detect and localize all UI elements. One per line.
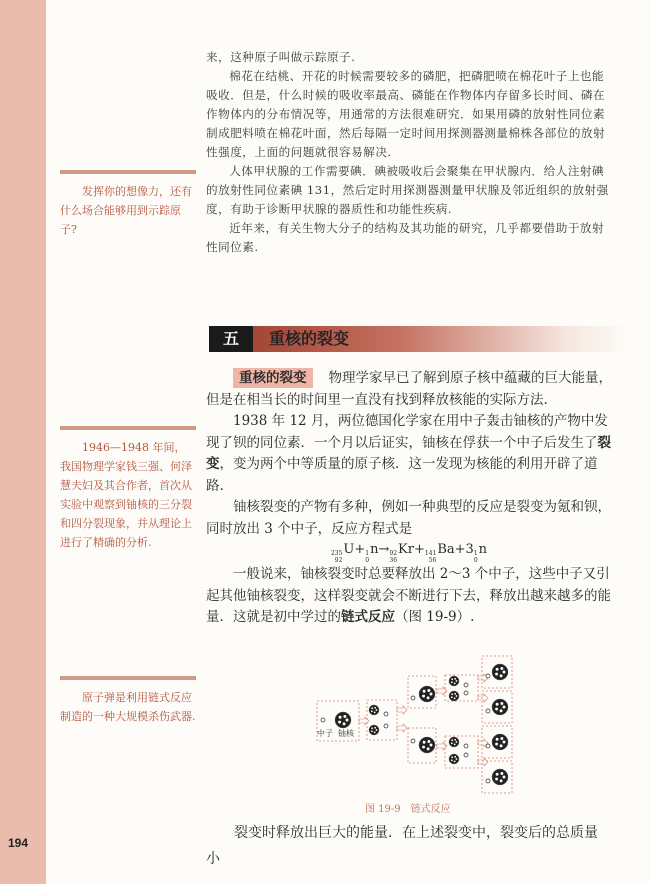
arrow-icon: [397, 706, 407, 714]
paragraph: 铀核裂变的产物有多种，例如一种典型的反应是裂变为氪和钡，同时放出 3 个中子，反应方程式是: [206, 499, 611, 537]
nucleon-dot: [374, 712, 376, 714]
nucleon-dot: [371, 730, 373, 732]
neutron-icon: [321, 718, 325, 722]
note-bar: [60, 676, 196, 680]
nucleon-dot: [454, 739, 456, 741]
nucleon-dot: [422, 746, 425, 749]
note-text: 1946—1948 年间，我国物理学家钱三强、何泽慧夫妇及其合作者，首次从实验中观察到铀核的三分裂和四分裂现象，并从理论上进行了精确的分析.: [60, 441, 192, 549]
arrow-icon: [478, 694, 488, 702]
neutron-icon: [411, 739, 415, 743]
nucleon-dot: [454, 756, 456, 758]
note-bar: [60, 170, 196, 174]
nucleon-dot: [495, 708, 498, 711]
nucleus-icon: [492, 664, 508, 680]
nucleus-icon: [369, 705, 379, 715]
nucleon-dot: [423, 690, 426, 693]
figure-caption: 图 19-9 链式反应: [365, 804, 451, 815]
nucleon-dot: [374, 707, 376, 709]
nucleon-dot: [500, 702, 503, 705]
text: ，变为两个中等质量的原子核．这一发现为核能的利用开辟了道路.: [206, 456, 598, 494]
text: 1938 年 12 月，两位德国化学家在用中子轰击铀核的产物中发现了钡的同位素．一个月以后证实，铀核在俘获一个中子后发生了: [206, 413, 608, 451]
reaction-equation: 235 92 U+ 1 0 n→ 92 36 Kr+ 141 56 Ba+3 1 0 n: [330, 542, 488, 564]
chain-reaction-figure: [300, 648, 530, 823]
nucleon-dot: [495, 673, 498, 676]
neutron-icon: [486, 709, 490, 713]
arrow-icon: [397, 724, 407, 732]
bold-term: 裂变: [206, 434, 611, 472]
text: 一般说来，铀核裂变时总要释放出 2～3 个中子，这些中子又引起其他铀核裂变，这样裂变就会不断进行下去，释放出越来越多的能量．这就是初中学过的: [206, 566, 611, 625]
nucleon-dot: [423, 741, 426, 744]
paragraph: [206, 564, 612, 629]
nucleus-icon: [369, 725, 379, 735]
section-header: [209, 326, 629, 352]
neutron-icon: [411, 696, 415, 700]
nucleon-dot: [451, 756, 453, 758]
nucleon-dot: [500, 667, 503, 670]
nucleon-dot: [343, 715, 346, 718]
body-text: [206, 368, 612, 629]
side-note: [60, 676, 196, 726]
nucleon-dot: [427, 747, 430, 750]
side-note: [60, 170, 196, 239]
nucleon-dot: [456, 695, 458, 697]
nucleus-icon: [449, 676, 459, 686]
nucleon-dot: [454, 744, 456, 746]
nucleon-dot: [427, 689, 430, 692]
nucleon-dot: [456, 758, 458, 760]
nucleon-dot: [454, 761, 456, 763]
keyword-label: 重核的裂变: [233, 368, 313, 388]
nucleon-dot: [427, 696, 430, 699]
neutron-icon: [486, 674, 490, 678]
neutron-icon: [384, 724, 388, 728]
neutron-icon: [464, 683, 468, 687]
note-bar: [60, 426, 196, 430]
nucleon-dot: [454, 698, 456, 700]
nucleon-dot: [500, 779, 503, 782]
nucleon-dot: [346, 719, 349, 722]
text: （图 19-9）.: [395, 609, 475, 625]
nucleon-dot: [371, 727, 373, 729]
nucleon-dot: [500, 744, 503, 747]
paragraph: 近年来，有关生物大分子的结构及其功能的研究，几乎都要借助于放射性同位素.: [206, 221, 605, 254]
nucleus-icon: [449, 754, 459, 764]
nucleon-dot: [430, 744, 433, 747]
nucleon-dot: [503, 706, 506, 709]
nucleus-icon: [492, 734, 508, 750]
nucleus-icon: [335, 712, 351, 728]
nucleus-icon: [419, 686, 435, 702]
paragraph: [206, 411, 612, 497]
nucleon-dot: [454, 683, 456, 685]
nucleon-dot: [496, 773, 499, 776]
nucleon-dot: [495, 778, 498, 781]
arrow-icon: [437, 687, 447, 695]
nucleon-dot: [422, 695, 425, 698]
nucleus-icon: [419, 737, 435, 753]
nucleon-dot: [500, 674, 503, 677]
nucleon-dot: [427, 740, 430, 743]
nucleon-dot: [456, 741, 458, 743]
nucleon-dot: [503, 671, 506, 674]
nucleon-dot: [343, 722, 346, 725]
nucleon-dot: [430, 693, 433, 696]
nucleon-dot: [376, 709, 378, 711]
section-number: 五: [209, 326, 253, 352]
nucleus-icon: [449, 691, 459, 701]
paragraph: [206, 368, 612, 411]
nucleon-dot: [500, 737, 503, 740]
top-text: [206, 48, 610, 257]
nucleon-dot: [451, 742, 453, 744]
neutron-icon: [464, 753, 468, 757]
nucleon-dot: [339, 716, 342, 719]
nucleon-dot: [503, 741, 506, 744]
paragraph: 裂变时释放出巨大的能量．在上述裂变中，裂变后的总质量小: [206, 825, 598, 867]
section-title: 重核的裂变: [269, 329, 350, 348]
nucleon-dot: [496, 703, 499, 706]
nucleon-dot: [451, 739, 453, 741]
neutron-icon: [464, 691, 468, 695]
nucleon-dot: [451, 693, 453, 695]
nucleon-dot: [374, 727, 376, 729]
nucleon-dot: [454, 693, 456, 695]
nucleon-dot: [374, 732, 376, 734]
neutron-label: 中子: [317, 729, 333, 738]
nucleon-dot: [451, 759, 453, 761]
neutron-icon: [384, 712, 388, 716]
note-text: 原子弹是利用链式反应制造的一种大规模杀伤武器.: [60, 691, 196, 723]
side-note: [60, 426, 196, 552]
nucleon-dot: [371, 710, 373, 712]
paragraph: 人体甲状腺的工作需要碘．碘被吸收后会聚集在甲状腺内．给人注射碘的放射性同位素碘 131，然后定时用探测器测量甲状腺及邻近组织的放射强度，有助于诊断甲状腺的器质性和功能性疾病.: [206, 164, 609, 216]
bold-term: 链式反应: [341, 609, 395, 625]
nucleon-dot: [496, 738, 499, 741]
nucleon-dot: [503, 776, 506, 779]
nucleon-dot: [500, 709, 503, 712]
nucleon-dot: [371, 707, 373, 709]
nucleon-dot: [451, 678, 453, 680]
nucleus-icon: [492, 769, 508, 785]
nucleus-icon: [492, 699, 508, 715]
nucleon-dot: [338, 721, 341, 724]
neutron-icon: [486, 744, 490, 748]
page-number: 194: [8, 836, 29, 850]
neutron-icon: [486, 779, 490, 783]
body-text-continued: [206, 820, 610, 872]
nucleus-label: 铀核: [338, 729, 354, 738]
neutron-icon: [464, 744, 468, 748]
nucleon-dot: [456, 680, 458, 682]
nucleus-icon: [449, 737, 459, 747]
nucleon-dot: [500, 772, 503, 775]
margin-strip: [0, 0, 46, 884]
arrow-icon: [437, 742, 447, 750]
text: 物理学家早已了解到原子核中蕴藏的巨大能量，但是在相当长的时间里一直没有找到释放核能的实际方法.: [206, 370, 612, 408]
nucleon-dot: [496, 668, 499, 671]
nucleon-dot: [495, 743, 498, 746]
note-text: 发挥你的想像力，还有什么场合能够用到示踪原子?: [60, 185, 192, 236]
paragraph: 棉花在结桃、开花的时候需要较多的磷肥，把磷肥喷在棉花叶子上也能吸收．但是，什么时候的吸收率最高、磷能在作物体内存留多长时间、磷在作物体内的分布情况等，用通常的方法很难研究．如果用磷的放射性同位素制成肥料喷在棉花叶面，然后每隔一定时间用探测器测量棉株各部位的放射性强度，上面的问题就很容易解决.: [206, 69, 606, 159]
arrow-icon: [478, 758, 488, 766]
nucleon-dot: [451, 696, 453, 698]
nucleon-dot: [454, 678, 456, 680]
nucleon-dot: [451, 681, 453, 683]
arrow-icon: [359, 717, 369, 725]
nucleon-dot: [376, 729, 378, 731]
paragraph: 来，这种原子叫做示踪原子.: [206, 50, 356, 64]
